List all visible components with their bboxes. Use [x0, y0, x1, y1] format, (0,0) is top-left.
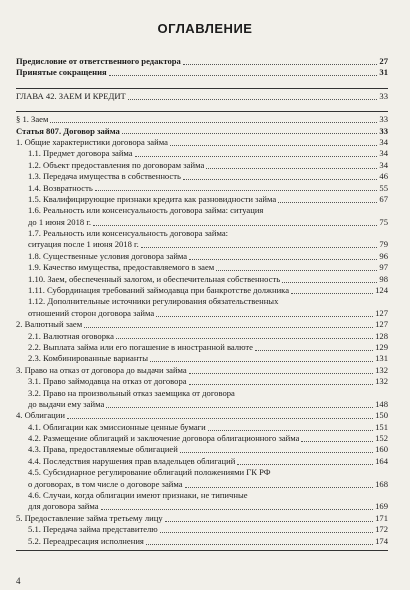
toc-entry[interactable]	[16, 194, 388, 205]
section-divider	[16, 88, 388, 89]
dot-leader	[189, 259, 377, 260]
toc-entry[interactable]	[16, 410, 388, 421]
toc-page-number: 171	[375, 512, 388, 523]
toc-page-number: 174	[375, 535, 388, 546]
toc-entry-text: 2.2. Выплата займа или его погашение в иностранной валюте	[28, 341, 253, 352]
toc-page-number: 55	[379, 182, 388, 193]
dot-leader	[93, 225, 377, 226]
toc-entry-text: Принятые сокращения	[16, 67, 107, 78]
section-divider	[16, 111, 388, 112]
toc-entry-text: 1.1. Предмет договора займа	[28, 148, 133, 159]
toc-entry[interactable]	[16, 479, 388, 490]
dot-leader	[160, 532, 373, 533]
toc-entry-text: 3.1. Право займодавца на отказ от договора	[28, 376, 187, 387]
toc-page-number: 132	[375, 376, 388, 387]
section-divider	[16, 550, 388, 551]
toc-entry[interactable]	[16, 274, 388, 285]
toc-entry-text: § 1. Заем	[16, 114, 49, 125]
toc-entry[interactable]	[16, 114, 388, 125]
toc-page-number: 98	[379, 273, 388, 284]
toc-entry[interactable]	[16, 501, 388, 512]
toc-entry[interactable]	[16, 183, 388, 194]
toc-entry-text: 5.1. Передача займа представителю	[28, 524, 158, 535]
dot-leader	[170, 145, 377, 146]
toc-entry[interactable]	[16, 319, 388, 330]
toc-entry-text: 1.3. Передача имущества в собственность	[28, 171, 181, 182]
toc-entry-text: 3. Право на отказ от договора до выдачи займа	[16, 364, 187, 375]
toc-page-number: 33	[379, 125, 388, 136]
toc-entry-text: 2.1. Валютная оговорка	[28, 330, 114, 341]
toc-entry[interactable]	[16, 536, 388, 547]
dot-leader	[180, 452, 373, 453]
toc-entry-text: 4.3. Права, предоставляемые облигацией	[28, 444, 178, 455]
dot-leader	[116, 338, 373, 339]
toc-page-number: 33	[379, 90, 388, 101]
toc-entry[interactable]	[16, 56, 388, 67]
toc-page-number: 31	[379, 67, 388, 78]
toc-page-number: 96	[379, 250, 388, 261]
dot-leader	[237, 464, 373, 465]
toc-entry[interactable]	[16, 433, 388, 444]
toc-page-number: 128	[375, 330, 388, 341]
toc-page-number: 129	[375, 341, 388, 352]
toc-entry[interactable]	[16, 137, 388, 148]
dot-leader	[135, 156, 378, 157]
toc-entry[interactable]	[16, 365, 388, 376]
dot-leader	[165, 521, 373, 522]
dot-leader	[156, 316, 373, 317]
toc-page-number: 34	[379, 136, 388, 147]
toc-entry[interactable]	[16, 456, 388, 467]
toc-entry[interactable]	[16, 376, 388, 387]
toc-entry-text: 1.12. Дополнительные источники регулирования обязательственных	[28, 296, 279, 307]
toc-entry-continuation: для договора займа	[28, 501, 99, 512]
toc-entry[interactable]	[16, 91, 388, 102]
dot-leader	[189, 373, 373, 374]
table-of-contents	[16, 56, 388, 553]
toc-entry-text: ГЛАВА 42. ЗАЕМ И КРЕДИТ	[16, 90, 126, 101]
toc-entry-text: 1.8. Существенные условия договора займа	[28, 250, 188, 261]
toc-page-number: 127	[375, 319, 388, 330]
toc-entry-text: 4.4. Последствия нарушения прав владельцев облигаций	[28, 455, 236, 466]
toc-entry-text: 4.2. Размещение облигаций и заключение договора облигационного займа	[28, 433, 300, 444]
toc-page-number: 164	[375, 455, 388, 466]
toc-entry-text: 4.5. Субсидиарное регулирование облигаций положениями ГК РФ	[28, 467, 271, 478]
toc-page-number: 152	[375, 433, 388, 444]
dot-leader	[141, 247, 378, 248]
dot-leader	[185, 487, 374, 488]
dot-leader	[301, 441, 373, 442]
toc-entry[interactable]	[16, 422, 388, 433]
toc-page-number: 79	[379, 239, 388, 250]
toc-entry[interactable]	[16, 342, 388, 353]
toc-page-number: 33	[379, 114, 388, 125]
dot-leader	[101, 509, 374, 510]
toc-page-number: 150	[375, 410, 388, 421]
toc-entry-continuation: о договорах, в том числе о договоре займа	[28, 478, 183, 489]
dot-leader	[50, 122, 377, 123]
toc-entry-text: 3.2. Право на произвольный отказ заемщика от договора	[28, 387, 235, 398]
toc-page-number: 172	[375, 524, 388, 535]
dot-leader	[109, 75, 378, 76]
toc-entry-text: 1.7. Реальность или консенсуальность договора займа:	[28, 228, 229, 239]
toc-entry[interactable]	[16, 262, 388, 273]
toc-entry[interactable]	[16, 171, 388, 182]
toc-entry-text: 1.10. Заем, обеспеченный залогом, и обеспечительная собственность	[28, 273, 281, 284]
dot-leader	[146, 544, 373, 545]
toc-entry[interactable]	[16, 126, 388, 137]
toc-entry-text: 4.1. Облигации как эмиссионные ценные бумаги	[28, 421, 206, 432]
dot-leader	[291, 293, 373, 294]
toc-entry[interactable]	[16, 285, 388, 296]
toc-entry-continuation: до 1 июня 2018 г.	[28, 216, 92, 227]
page-number: 4	[16, 576, 21, 586]
dot-leader	[255, 350, 373, 351]
toc-entry[interactable]	[16, 251, 388, 262]
dot-leader	[183, 64, 378, 65]
toc-page-number: 34	[379, 159, 388, 170]
toc-entry-continuation: ситуация после 1 июня 2018 г.	[28, 239, 139, 250]
toc-entry-text: 2. Валютный заем	[16, 319, 83, 330]
toc-entry-text: 4.6. Случаи, когда облигации имеют признаки, не типичные	[28, 490, 248, 501]
toc-entry-text: 1.4. Возвратность	[28, 182, 93, 193]
toc-entry[interactable]	[16, 353, 388, 364]
dot-leader	[189, 384, 374, 385]
toc-entry-text: 4. Облигации	[16, 410, 65, 421]
toc-entry[interactable]	[16, 331, 388, 342]
toc-entry-text: Предисловие от ответственного редактора	[16, 55, 181, 66]
toc-entry-continuation: отношений сторон договора займа	[28, 307, 155, 318]
toc-entry[interactable]	[16, 513, 388, 524]
page-title: ОГЛАВЛЕНИЕ	[157, 21, 253, 36]
toc-page-number: 160	[375, 444, 388, 455]
toc-entry[interactable]	[16, 399, 388, 410]
toc-page-number: 34	[379, 148, 388, 159]
toc-page-number: 132	[375, 364, 388, 375]
toc-page-number: 148	[375, 398, 388, 409]
dot-leader	[206, 168, 377, 169]
toc-page-number: 75	[379, 216, 388, 227]
toc-page-number: 169	[375, 501, 388, 512]
toc-page-number: 46	[379, 171, 388, 182]
toc-entry-text: 2.3. Комбинированные варианты	[28, 353, 148, 364]
toc-entry-text: 1.2. Объект предоставления по договорам займа	[28, 159, 205, 170]
toc-entry[interactable]	[16, 308, 388, 319]
dot-leader	[67, 418, 373, 419]
toc-entry-text: 1.5. Квалифицирующие признаки кредита как разновидности займа	[28, 193, 277, 204]
dot-leader	[208, 430, 373, 431]
dot-leader	[282, 282, 377, 283]
dot-leader	[84, 327, 373, 328]
toc-page-number: 127	[375, 307, 388, 318]
dot-leader	[122, 133, 378, 134]
toc-entry-text: 1. Общие характеристики договора займа	[16, 136, 168, 147]
dot-leader	[216, 270, 377, 271]
toc-page-number: 97	[379, 262, 388, 273]
toc-entry[interactable]	[16, 524, 388, 535]
toc-entry[interactable]	[16, 217, 388, 228]
toc-page-number: 27	[379, 55, 388, 66]
toc-entry[interactable]	[16, 148, 388, 159]
toc-entry-text: 1.6. Реальность или консенсуальность договора займа: ситуация	[28, 205, 264, 216]
toc-entry-continuation: до выдачи ему займа	[28, 398, 105, 409]
dot-leader	[128, 99, 378, 100]
toc-entry[interactable]	[16, 160, 388, 171]
toc-entry-text: 1.9. Качество имущества, предоставляемого в заем	[28, 262, 215, 273]
toc-page-number: 151	[375, 421, 388, 432]
toc-page-number: 131	[375, 353, 388, 364]
toc-entry-text: 5.2. Переадресация исполнения	[28, 535, 144, 546]
toc-page-number: 124	[375, 285, 388, 296]
dot-leader	[95, 190, 378, 191]
toc-entry[interactable]	[16, 239, 388, 250]
dot-leader	[106, 407, 373, 408]
toc-entry[interactable]	[16, 67, 388, 78]
toc-entry[interactable]	[16, 445, 388, 456]
dot-leader	[150, 361, 373, 362]
toc-entry-text: 5. Предоставление займа третьему лицу	[16, 512, 163, 523]
toc-page-number: 67	[379, 193, 388, 204]
dot-leader	[183, 179, 377, 180]
toc-page-number: 168	[375, 478, 388, 489]
dot-leader	[278, 202, 377, 203]
toc-entry-text: 1.11. Субординация требований займодавца при банкротстве должника	[28, 285, 290, 296]
toc-entry-text: Статья 807. Договор займа	[16, 125, 120, 136]
